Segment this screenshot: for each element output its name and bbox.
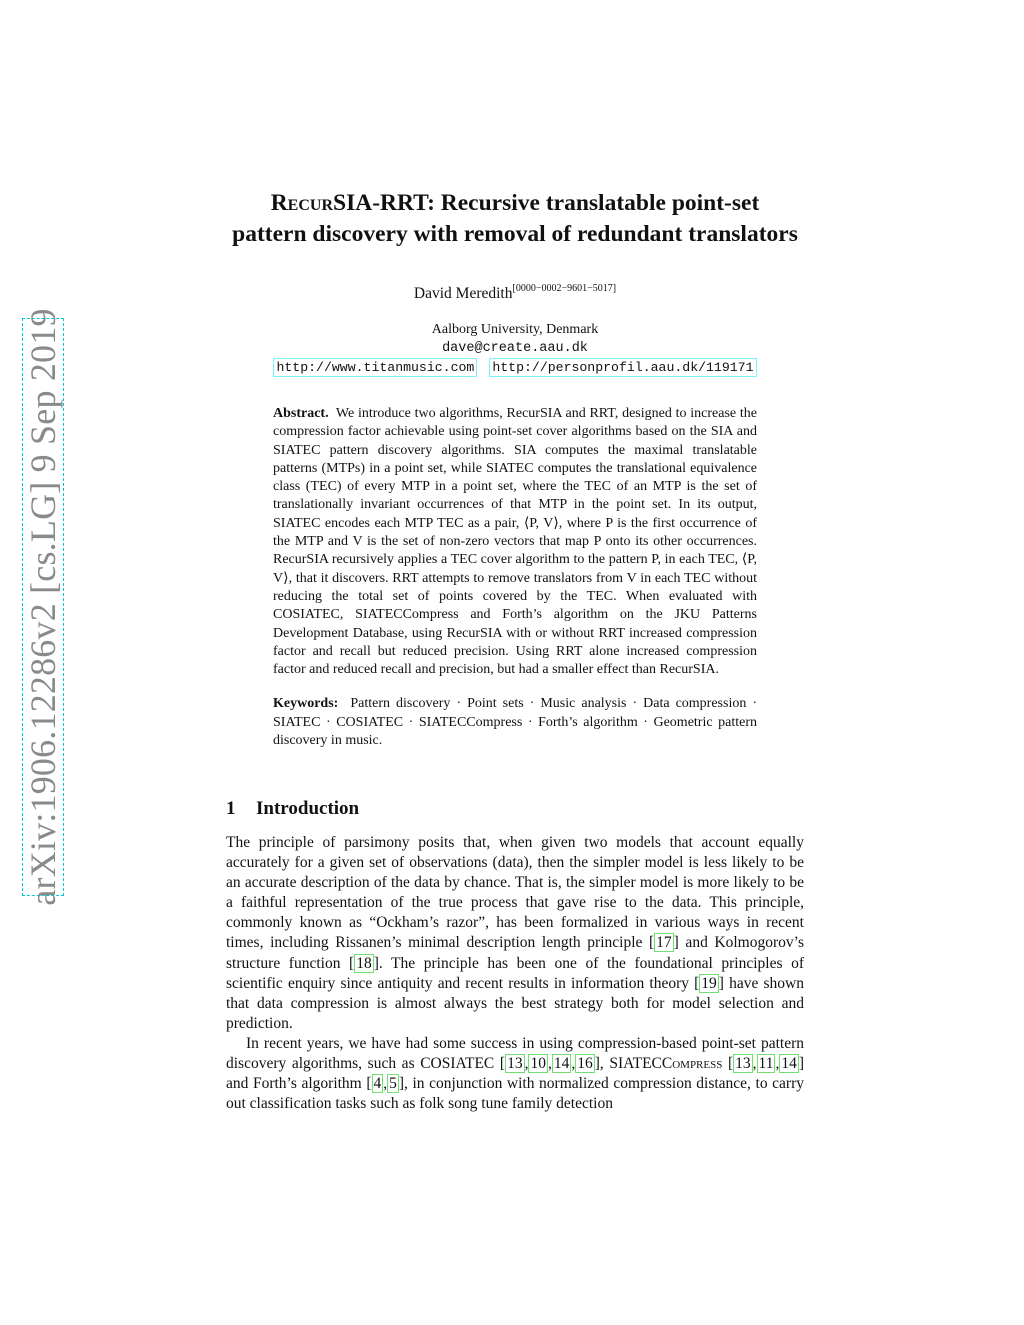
- intro-body: [226, 833, 804, 1114]
- title-line-1: [200, 188, 830, 219]
- citation-link[interactable]: 13: [735, 1055, 751, 1073]
- keywords-label: Keywords:: [273, 696, 339, 712]
- intro-text: ] and Forth’s algorithm [: [226, 1055, 804, 1093]
- keywords-text: Pattern discovery · Point sets · Music analysis · Data compression · SIATEC · COSIATEC · SIATECCompress · Forth’s algorithm · Geometric pattern discovery in music.: [273, 696, 758, 749]
- keywords-paragraph: [273, 695, 757, 750]
- section-title: Introduction: [256, 798, 360, 819]
- paper-title: [200, 188, 830, 250]
- intro-text: ], in conjunction with normalized compression distance, to carry out classification tasks such as folk song tune family detection: [226, 1075, 804, 1113]
- citation-link[interactable]: 5: [389, 1075, 397, 1093]
- author-line: [200, 283, 830, 303]
- title-smallcaps: Recur: [270, 190, 334, 216]
- citation-link[interactable]: 19: [701, 974, 717, 992]
- abstract-label: Abstract.: [273, 406, 329, 421]
- abstract-text: We introduce two algorithms, RecurSIA and RRT, designed to increase the compression factor achievable using point-set cover algorithms based on the SIA and SIATEC pattern discovery algorithms. SIA computes the maximal translatable patterns (MTPs) in a point set, while SIATEC computes the translational equivalence class (TEC) of every MTP in a point set, where the TEC of an MTP is the set of translationally invariant occurrences of that MTP in the point set. In its output, SIATEC encodes each MTP TEC as a pair, ⟨P, V⟩, where P is the first occurrence of the MTP and V is the set of non-zero vectors that map P onto its other occurrences. RecurSIA recursively applies a TEC cover algorithm to the pattern P, in each TEC, ⟨P, V⟩, that it discovers. RRT attempts to remove translators from V in each TEC without reducing the total set of points covered by the TEC. When evaluated with COSIATEC, SIATECCompress and Forth’s algorithm on the JKU Patterns Development Database, using RecurSIA with or without RRT increased compression factor and recall but reduced precision. Using RRT alone increased compression factor and reduced recall and precision, but had a smaller effect than RecurSIA.: [273, 406, 757, 678]
- citation-link[interactable]: 4: [373, 1075, 382, 1093]
- arxiv-stamp[interactable]: [22, 308, 64, 906]
- author-orcid: [0000−0002−9601−5017]: [512, 283, 617, 294]
- institution: Aalborg University, Denmark: [431, 322, 599, 337]
- url-row: [200, 358, 830, 377]
- intro-text: ] and Kolmogorov’s structure function [: [226, 934, 804, 972]
- citation-link[interactable]: 11: [758, 1055, 774, 1073]
- citation-link[interactable]: 14: [553, 1055, 570, 1073]
- citation-link[interactable]: 18: [356, 954, 372, 972]
- intro-text: The principle of parsimony posits that, when given two models that account equally accurately for a given set of observations (data), then the simpler model is less likely to be an accurate description of the data by chance. That is, the simpler model is more likely to be a faithful representation of the true process that gave rise to the data. This principle, commonly known as “Ockham’s razor”, has been formalized in various ways in recent times, including Rissanen’s minimal description length principle [: [226, 834, 804, 952]
- intro-smallcaps: Compress: [661, 1055, 723, 1073]
- intro-paragraph-2: In recent years, we have had some success in using compression-based point-set pattern discovery algorithms, such as COSIATEC [ 13 , 10 , 14 , 16 ], SIATECCompress [ 13 , 11 , 14 ] and Forth’s algorithm [ 4 , 5 ], in conjunction with normalized compression distance, to carry out classification tasks such as folk song tune family detection: [226, 1034, 804, 1113]
- title-line-1-rest: SIA-RRT: Recursive translatable point-set: [333, 190, 760, 216]
- intro-text: [: [722, 1055, 734, 1073]
- citation-link[interactable]: 14: [781, 1055, 797, 1073]
- abstract-block: [273, 405, 757, 750]
- citation-link[interactable]: 17: [656, 934, 672, 952]
- author-email[interactable]: dave@create.aau.dk: [442, 341, 588, 356]
- intro-text: In recent years, we have had some success in using compression-based point-set pattern discovery algorithms, such as COSIATEC [: [226, 1034, 804, 1073]
- citation-link[interactable]: 13: [507, 1055, 523, 1073]
- url-link-personprofil[interactable]: http://personprofil.aau.dk/119171: [489, 358, 756, 377]
- intro-text: ], SIATEC: [594, 1055, 662, 1073]
- intro-text: ] have shown that data compression is almost always the best strategy both for model selection and prediction.: [226, 974, 804, 1032]
- section-heading: [226, 798, 359, 820]
- affiliation-block: [200, 320, 830, 377]
- url-link-titanmusic[interactable]: http://www.titanmusic.com: [273, 358, 477, 377]
- title-line-2: pattern discovery with removal of redundant translators: [232, 221, 798, 247]
- citation-link[interactable]: 16: [577, 1055, 593, 1073]
- citation-link[interactable]: 10: [530, 1055, 546, 1073]
- abstract-paragraph: [273, 405, 757, 679]
- section-number: 1: [226, 798, 236, 819]
- intro-paragraph-1: [226, 833, 804, 1034]
- author-name: David Meredith: [413, 285, 513, 302]
- arxiv-id: arXiv:1906.12286v2 [cs.LG] 9 Sep 2019: [23, 308, 63, 906]
- intro-text: ]. The principle has been one of the foundational principles of scientific enquiry since antiquity and recent results in information theory [: [226, 954, 805, 992]
